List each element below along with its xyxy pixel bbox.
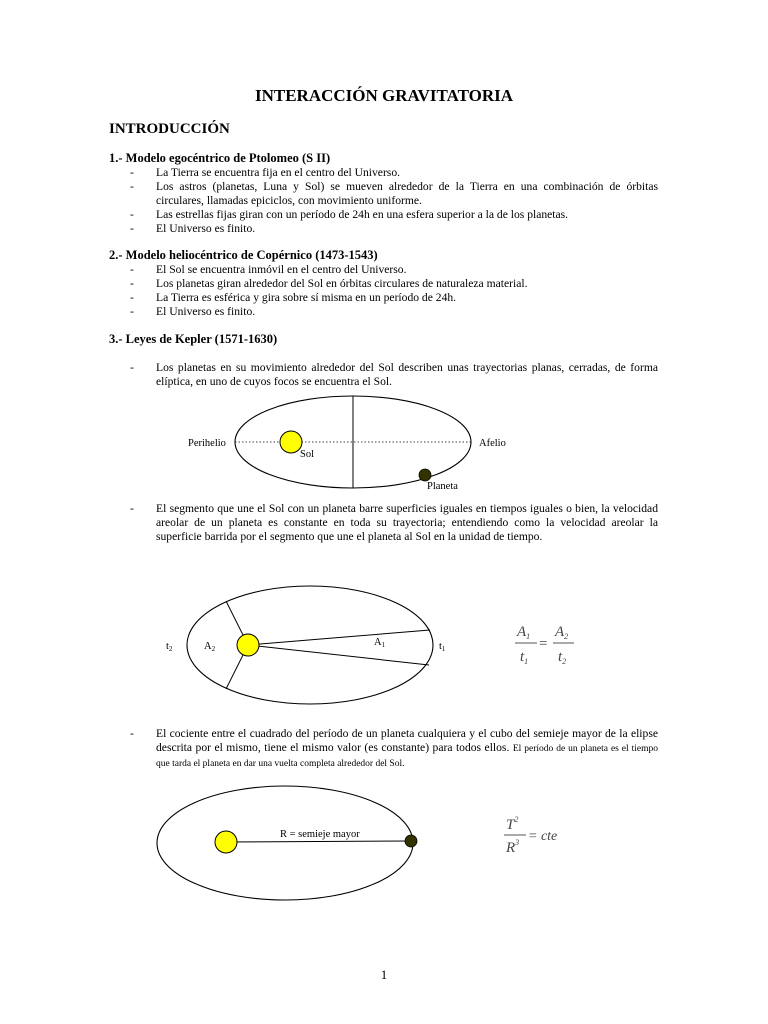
svg-text:A2: $A_2$ (555, 624, 569, 641)
kepler-third-law-equation (502, 812, 582, 862)
areolar-velocity-equation (510, 618, 590, 670)
svg-text:A1: $A_1$ (517, 624, 531, 641)
planet-icon (419, 469, 431, 481)
a1-label: A1 (374, 637, 386, 649)
sun-icon (215, 831, 237, 853)
radius-line (248, 630, 430, 645)
orbit-ellipse (157, 786, 413, 900)
svg-text:=: = (539, 636, 548, 652)
introduction-heading: INTRODUCCIÓN (109, 121, 230, 137)
planet-icon (405, 835, 417, 847)
section2-list (130, 263, 658, 319)
svg-text:R3: $R^3$ (506, 838, 520, 856)
section3-heading: 3.- Leyes de Kepler (1571-1630) (109, 332, 278, 346)
svg-text:T2: $T^2$ (506, 815, 519, 833)
page-number: 1 (380, 967, 388, 982)
kepler-law1 (130, 361, 658, 389)
list-item: - La Tierra es esférica y gira sobre sí misma en un período de 24h. (130, 291, 457, 304)
list-item: - El Universo es finito. (130, 222, 256, 235)
document-title: INTERACCIÓN GRAVITATORIA (254, 86, 514, 105)
radius-line (248, 645, 429, 665)
kepler-law2 (130, 502, 658, 544)
perihelio-label: Perihelio (188, 438, 226, 449)
section2-heading: 2.- Modelo heliocéntrico de Copérnico (1473-1543) (109, 248, 378, 262)
sol-label: Sol (300, 449, 315, 460)
svg-text:t2: $t_2$ (558, 649, 567, 666)
list-item: - Los planetas giran alrededor del Sol en órbitas circulares de naturaleza material. (130, 277, 528, 290)
planeta-label: Planeta (427, 481, 458, 492)
semimajor-axis-line (226, 841, 411, 842)
section1-heading: 1.- Modelo egocéntrico de Ptolomeo (S II) (109, 151, 331, 165)
list-item: - El cociente entre el cuadrado del período de un planeta cualquiera y el cubo del semieje mayor de la elipse descrita por el mismo, tiene el mismo valor (es constante) para todos ellos. El período de un planeta es el tiempo que tarda el planeta en dar una vuelta completa alrededor del Sol. (130, 727, 658, 769)
orbit-diagram (180, 395, 520, 497)
semimajor-axis-diagram (150, 783, 435, 905)
svg-text:= cte: = cte (528, 829, 558, 844)
a2-label: A2 (204, 641, 216, 653)
list-item: - El Sol se encuentra inmóvil en el centro del Universo. (130, 263, 407, 276)
list-item: - El Universo es finito. (130, 305, 256, 318)
equal-areas-diagram (160, 585, 460, 707)
sun-icon (280, 431, 302, 453)
afelio-label: Afelio (479, 438, 506, 449)
list-item: - Los astros (planetas, Luna y Sol) se mueven alrededor de la Tierra en una combinación de órbitas circulares, llamadas epiciclos, con movimiento uniforme. (130, 180, 658, 207)
section1-list (130, 166, 658, 236)
sun-icon (237, 634, 259, 656)
svg-text:t1: $t_1$ (520, 649, 529, 666)
semimajor-axis-label: R = semieje mayor (280, 829, 360, 840)
list-item: - La Tierra se encuentra fija en el centro del Universo. (130, 166, 401, 179)
kepler-law3 (130, 727, 658, 771)
t2-label: t2 (166, 641, 173, 653)
orbit-ellipse (187, 586, 433, 704)
list-item: - Los planetas en su movimiento alrededor del Sol describen unas trayectorias planas, cerradas, de forma elíptica, en uno de cuyos focos se encuentra el Sol. (130, 361, 658, 388)
list-item: - El segmento que une el Sol con un planeta barre superficies iguales en tiempos iguales o bien, la velocidad areolar de un planeta es constante en toda su trayectoria; entendiendo como la velocidad areolar la superficie barrida por el segmento que une el planeta al Sol en la unidad de tiempo. (130, 502, 658, 543)
list-item: - Las estrellas fijas giran con un período de 24h en una esfera superior a la de los planetas. (130, 208, 569, 221)
t1-label: t1 (439, 641, 446, 653)
